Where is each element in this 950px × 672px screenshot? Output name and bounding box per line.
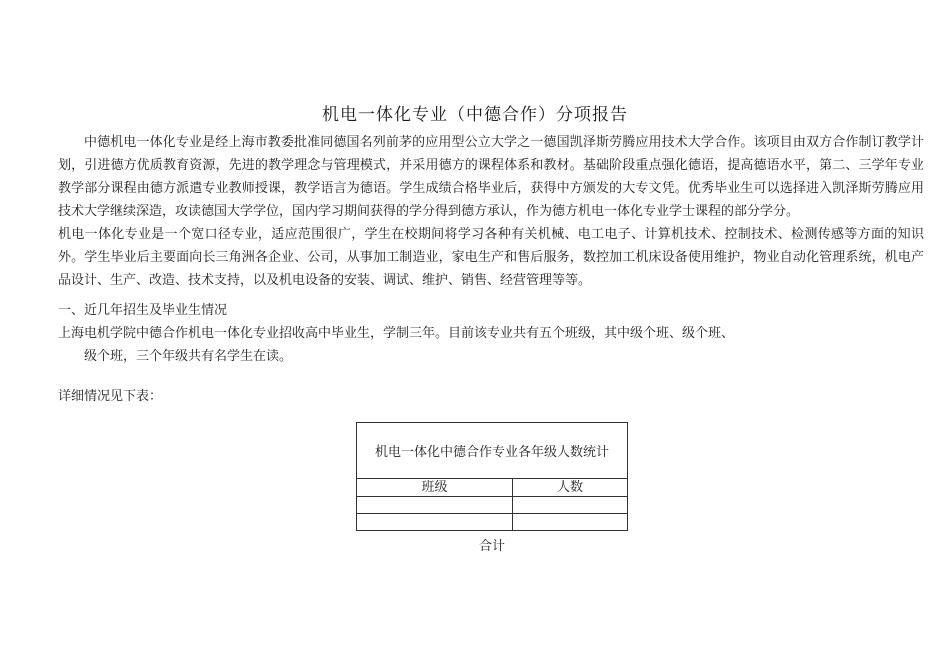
table-cell (513, 497, 628, 514)
table-row (357, 497, 628, 514)
table-header-class: 班级 (357, 479, 513, 497)
statistics-table (356, 422, 628, 531)
statistics-table-wrap (356, 422, 628, 554)
intro-paragraph-2: 机电一体化专业是一个宽口径专业，适应范围很广，学生在校期间将学习各种有关机械、电工电子、计算机技术、控制技术、检测传感等方面的知识外。学生毕业后主要面向长三角洲各企业、公司，从事加工制造业，家电生产和售后服务，数控加工机床设备使用维护，物业自动化管理系统，机电产品设计、生产、改造、技术支持，以及机电设备的安装、调试、维护、销售、经营管理等等。 (58, 227, 924, 288)
detail-line: 详细情况见下表： (58, 389, 163, 404)
table-row (357, 514, 628, 531)
detail-note (58, 385, 924, 408)
table-cell (357, 497, 513, 514)
table-header-count: 人数 (513, 479, 628, 497)
table-cell (357, 514, 513, 531)
section-1 (58, 299, 924, 368)
page-title: 机电一体化专业（中德合作）分项报告 (322, 105, 628, 125)
table-total-label: 合计 (478, 539, 505, 554)
section-1-line-2: 级个班，三个年级共有名学生在读。 (84, 349, 293, 364)
table-caption: 机电一体化中德合作专业各年级人数统计 (357, 423, 628, 479)
section-1-line-1: 上海电机学院中德合作机电一体化专业招收高中毕业生，学制三年。目前该专业共有五个班级，其中级个班、级个班、 (58, 326, 735, 341)
intro-paragraph-1: 中德机电一体化专业是经上海市教委批准同德国名列前茅的应用型公立大学之一德国凯泽斯劳腾应用技术大学合作。该项目由双方合作制订教学计划，引进德方优质教育资源，先进的教学理念与管理模式，并采用德方的课程体系和教材。基础阶段重点强化德语，提高德语水平，第二、三学年专业教学部分课程由德方派遣专业教师授课，教学语言为德语。学生成绩合格毕业后，获得中方颁发的大专文凭。优秀毕业生可以选择进入凯泽斯劳腾应用技术大学继续深造，攻读德国大学学位，国内学习期间获得的学分得到德方承认，作为德方机电一体化专业学士课程的部分学分。 (58, 135, 924, 219)
intro-text (58, 131, 924, 292)
table-cell (513, 514, 628, 531)
section-1-heading: 一、近几年招生及毕业生情况 (58, 303, 228, 318)
